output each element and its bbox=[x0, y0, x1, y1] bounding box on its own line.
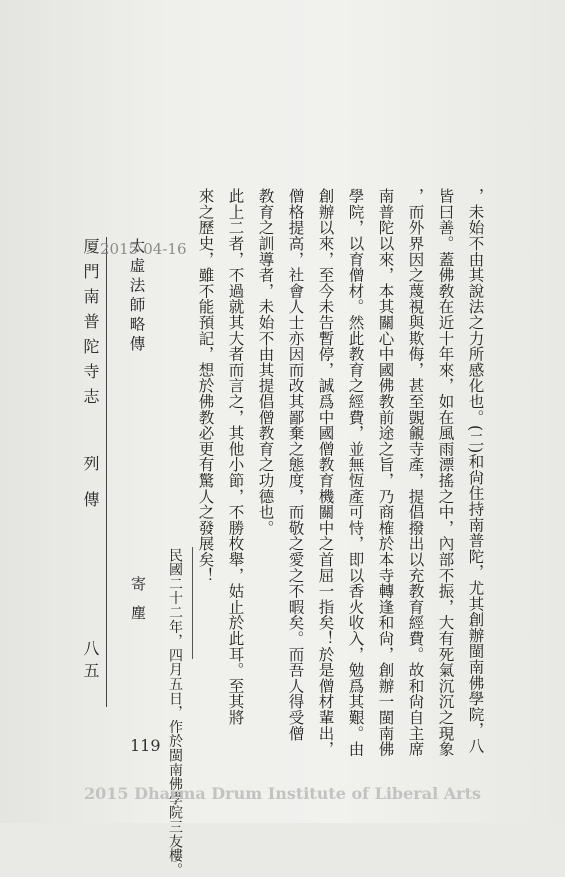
page-number: 119 bbox=[130, 736, 161, 755]
text-column-8: 教育之訓導者，未始不由其提倡僧教育之功德也。 bbox=[256, 188, 275, 536]
text-column-1: ，未始不由其說法之力所感化也。(二)和尙住持南普陀，尤其創辦閩南佛學院，八 bbox=[466, 188, 485, 754]
section-label: 列傳 bbox=[81, 455, 100, 527]
text-column-5: 學院，以育僧材。然此教育之經費，並無恆產可恃，即以香火收入，勉爲其艱。由 bbox=[346, 188, 365, 757]
book-title: 厦門南普陀寺志 bbox=[81, 238, 100, 413]
archive-date-stamp: 2015-04-16 bbox=[100, 240, 187, 258]
dateline-rule bbox=[192, 547, 193, 659]
dateline: 民國二十二年，四月五日，作於閩南佛學院三友樓。 bbox=[167, 548, 183, 877]
text-column-3: ，而外界因之蔑視與欺侮，甚至覬覦寺產，提倡撥出以充教育經費。故和尙自主席 bbox=[406, 188, 425, 757]
text-column-6: 創辦以來，至今未告暫停，誠爲中國僧教育機關中之首屈一指矣！於是僧材輩出， bbox=[316, 188, 335, 757]
text-column-2: 皆曰善。蓋佛敎在近十年來，如在風雨漂搖之中，內部不振，大有死氣沉沉之現象 bbox=[436, 188, 455, 757]
institution-watermark: 2015 Dharma Drum Institute of Liberal Arts bbox=[84, 784, 481, 803]
header-rule bbox=[106, 237, 107, 707]
text-column-10: 來之歷史，雖不能預記，想於佛教必更有驚人之發展矣！ bbox=[196, 188, 215, 583]
text-column-4: 南普陀以來，本其關心中國佛教前途之旨，乃商榷於本寺轉逢和尙，創辦一閩南佛 bbox=[376, 188, 395, 757]
folio-number: 八五 bbox=[81, 640, 100, 684]
chapter-title: 太虛法師略傳 bbox=[127, 238, 146, 355]
text-column-7: 僧格提高，社會人士亦因而改其鄙棄之態度，而敬之愛之不暇矣。而吾人得受僧 bbox=[286, 188, 305, 741]
author-signature: 寄塵 bbox=[129, 576, 147, 634]
text-column-9: 此上二者，不過就其大者而言之，其他小節，不勝枚舉，姑止於此耳。至其將 bbox=[226, 188, 245, 726]
